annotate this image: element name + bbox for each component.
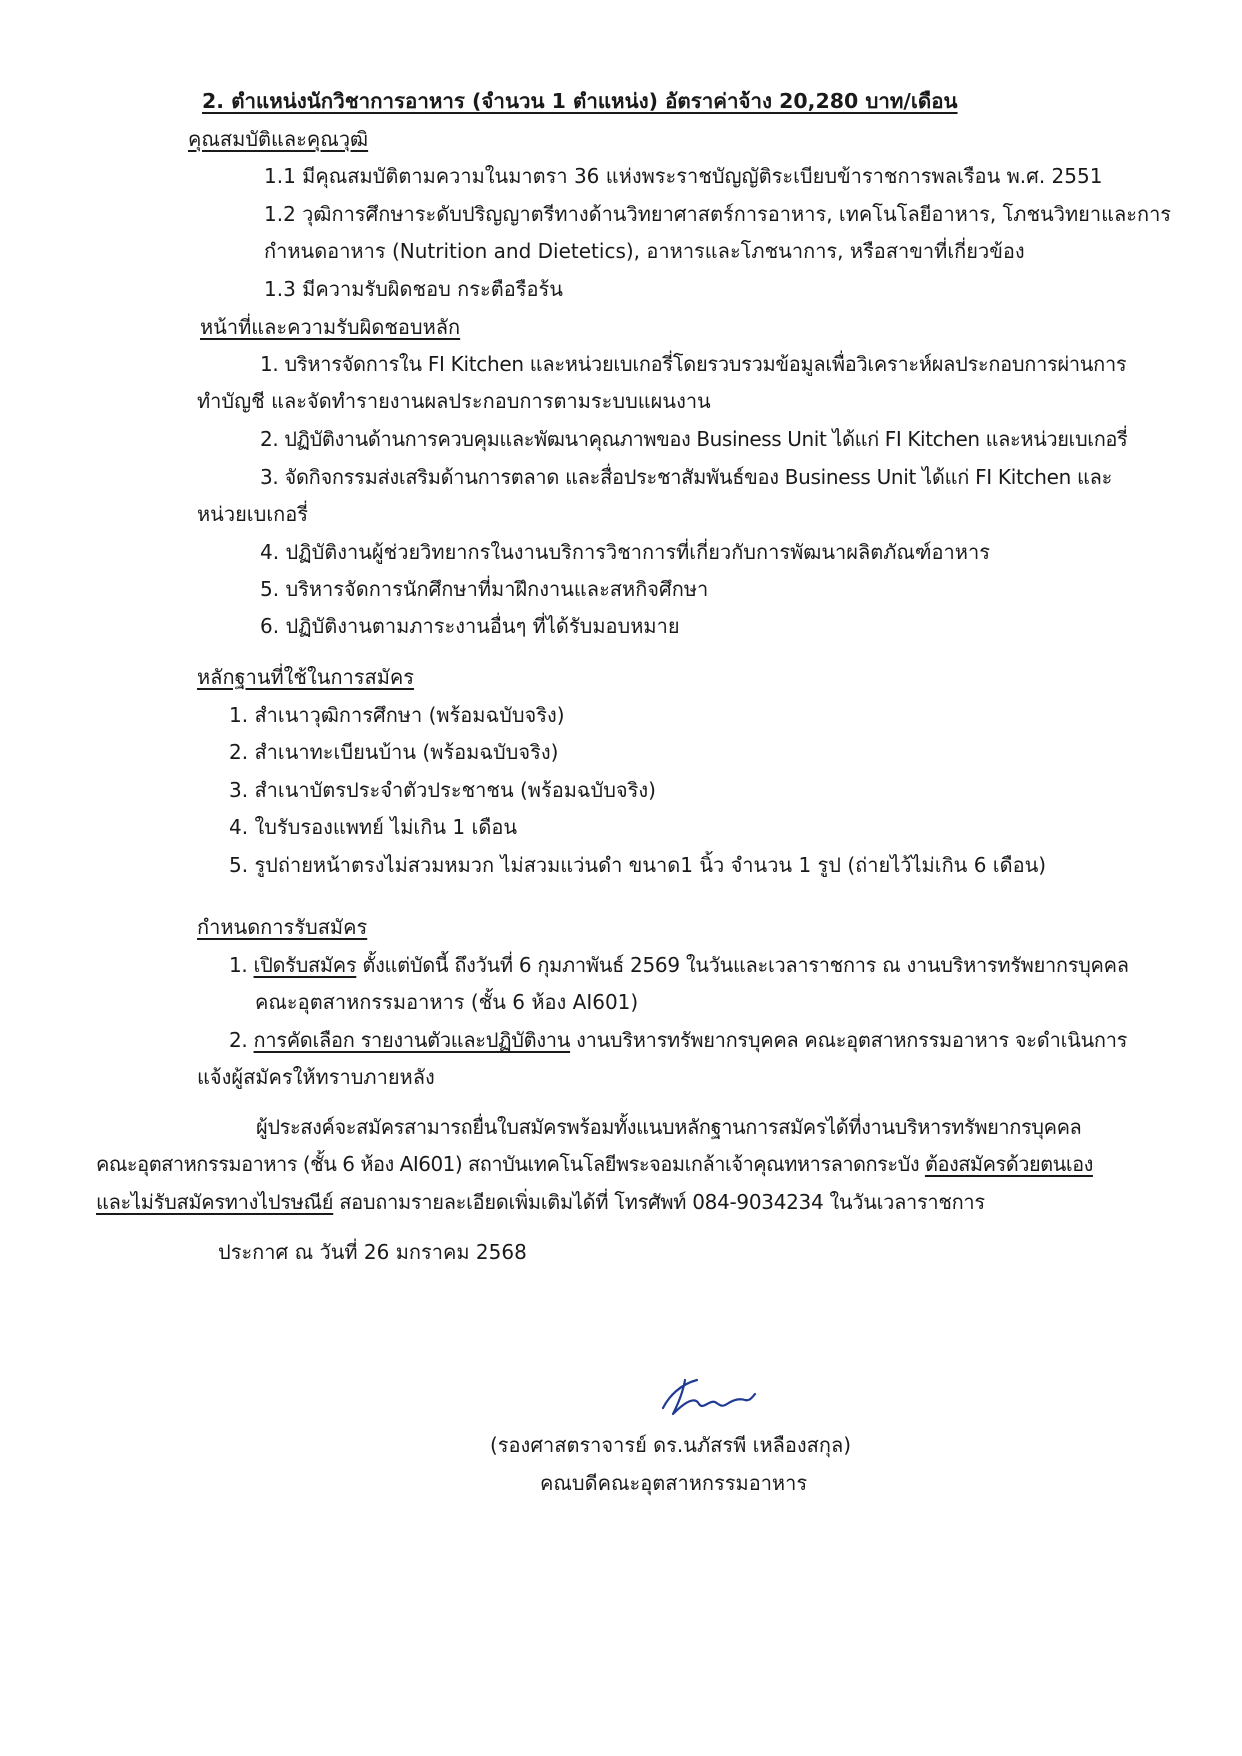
schedule-2-line2: แจ้งผู้สมัครให้ทราบภายหลัง [197,1065,435,1089]
schedule-2-detail: งานบริหารทรัพยากรบุคคล คณะอุตสาหกรรมอาหาร จะดำเนินการ [570,1028,1128,1052]
duty-6: 6. ปฏิบัติงานตามภาระงานอื่นๆ ที่ได้รับมอบหมาย [260,614,680,638]
qualification-1-3: 1.3 มีความรับผิดชอบ กระตือรือร้น [264,277,563,301]
closing-location-text: คณะอุตสาหกรรมอาหาร (ชั้น 6 ห้อง AI601) สถาบันเทคโนโลยีพระจอมเกล้าเจ้าคุณทหารลาดกระบัง [96,1152,925,1176]
schedule-1-detail: ตั้งแต่บัดนี้ ถึงวันที่ 6 กุมภาพันธ์ 2569 ในวันและเวลาราชการ ณ งานบริหารทรัพยากรบุคคล [356,953,1129,977]
schedule-1-open-label: เปิดรับสมัคร [253,953,357,977]
duties-heading: หน้าที่และความรับผิดชอบหลัก [200,315,461,339]
documents-heading: หลักฐานที่ใช้ในการสมัคร [197,665,415,689]
closing-contact-text: สอบถามรายละเอียดเพิ่มเติมได้ที่ โทรศัพท์ 084-9034234 ในวันเวลาราชการ [333,1190,985,1214]
closing-no-mail: และไม่รับสมัครทางไปรษณีย์ [96,1190,334,1214]
closing-apply-in-person: ต้องสมัครด้วยตนเอง [924,1152,1093,1176]
duty-2: 2. ปฏิบัติงานด้านการควบคุมและพัฒนาคุณภาพของ Business Unit ได้แก่ FI Kitchen และหน่วยเบเกอรี่ [260,427,1128,451]
closing-line3 [96,1187,985,1217]
qualification-1-1: 1.1 มีคุณสมบัติตามความในมาตรา 36 แห่งพระราชบัญญัติระเบียบข้าราชการพลเรือน พ.ศ. 2551 [264,164,1103,188]
schedule-1-number: 1. [229,953,254,977]
duty-3-line1: 3. จัดกิจกรรมส่งเสริมด้านการตลาด และสื่อประชาสัมพันธ์ของ Business Unit ได้แก่ FI Kitchen และ [260,465,1113,489]
signatory-name: (รองศาสตราจารย์ ดร.นภัสรพี เหลืองสกุล) [490,1433,852,1457]
qualification-1-2-line2: กำหนดอาหาร (Nutrition and Dietetics), อาหารและโภชนาการ, หรือสาขาที่เกี่ยวข้อง [264,239,1025,263]
position-header: 2. ตำแหน่งนักวิชาการอาหาร (จำนวน 1 ตำแหน่ง) อัตราค่าจ้าง 20,280 บาท/เดือน [202,89,958,113]
signatory-title: คณบดีคณะอุตสาหกรรมอาหาร [540,1471,808,1495]
schedule-item-2 [229,1025,1127,1055]
duty-4: 4. ปฏิบัติงานผู้ช่วยวิทยากรในงานบริการวิชาการที่เกี่ยวกับการพัฒนาผลิตภัณฑ์อาหาร [260,540,990,564]
duty-3-line2: หน่วยเบเกอรี่ [197,502,309,526]
duty-5: 5. บริหารจัดการนักศึกษาที่มาฝึกงานและสหกิจศึกษา [260,577,709,601]
document-2: 2. สำเนาทะเบียนบ้าน (พร้อมฉบับจริง) [229,740,559,764]
document-3: 3. สำเนาบัตรประจำตัวประชาชน (พร้อมฉบับจริง) [229,778,656,802]
document-5: 5. รูปถ่ายหน้าตรงไม่สวมหมวก ไม่สวมแว่นดำ ขนาด1 นิ้ว จำนวน 1 รูป (ถ่ายไว้ไม่เกิน 6 เดือน) [229,853,1047,877]
qualifications-heading: คุณสมบัติและคุณวุฒิ [188,127,369,151]
announcement-date: ประกาศ ณ วันที่ 26 มกราคม 2568 [218,1240,527,1264]
qualification-1-2-line1: 1.2 วุฒิการศึกษาระดับปริญญาตรีทางด้านวิทยาศาสตร์การอาหาร, เทคโนโลยีอาหาร, โภชนวิทยาและการ [264,202,1172,226]
schedule-heading: กำหนดการรับสมัคร [197,915,368,939]
schedule-2-number: 2. [229,1028,254,1052]
closing-line1: ผู้ประสงค์จะสมัครสามารถยื่นใบสมัครพร้อมทั้งแนบหลักฐานการสมัครได้ที่งานบริหารทรัพยากรบุคคล [256,1115,1082,1139]
document-4: 4. ใบรับรองแพทย์ ไม่เกิน 1 เดือน [229,815,517,839]
schedule-2-selection-label: การคัดเลือก รายงานตัวและปฏิบัติงาน [253,1028,571,1052]
closing-line2 [96,1149,1093,1179]
duty-1-line1: 1. บริหารจัดการใน FI Kitchen และหน่วยเบเกอรี่โดยรวบรวมข้อมูลเพื่อวิเคราะห์ผลประกอบการผ่านการ [260,352,1127,376]
schedule-item-1 [229,950,1129,980]
document-1: 1. สำเนาวุฒิการศึกษา (พร้อมฉบับจริง) [229,703,565,727]
schedule-1-line2: คณะอุตสาหกรรมอาหาร (ชั้น 6 ห้อง AI601) [255,990,639,1014]
signature-image [655,1370,765,1420]
duty-1-line2: ทำบัญชี และจัดทำรายงานผลประกอบการตามระบบแผนงาน [197,389,711,413]
